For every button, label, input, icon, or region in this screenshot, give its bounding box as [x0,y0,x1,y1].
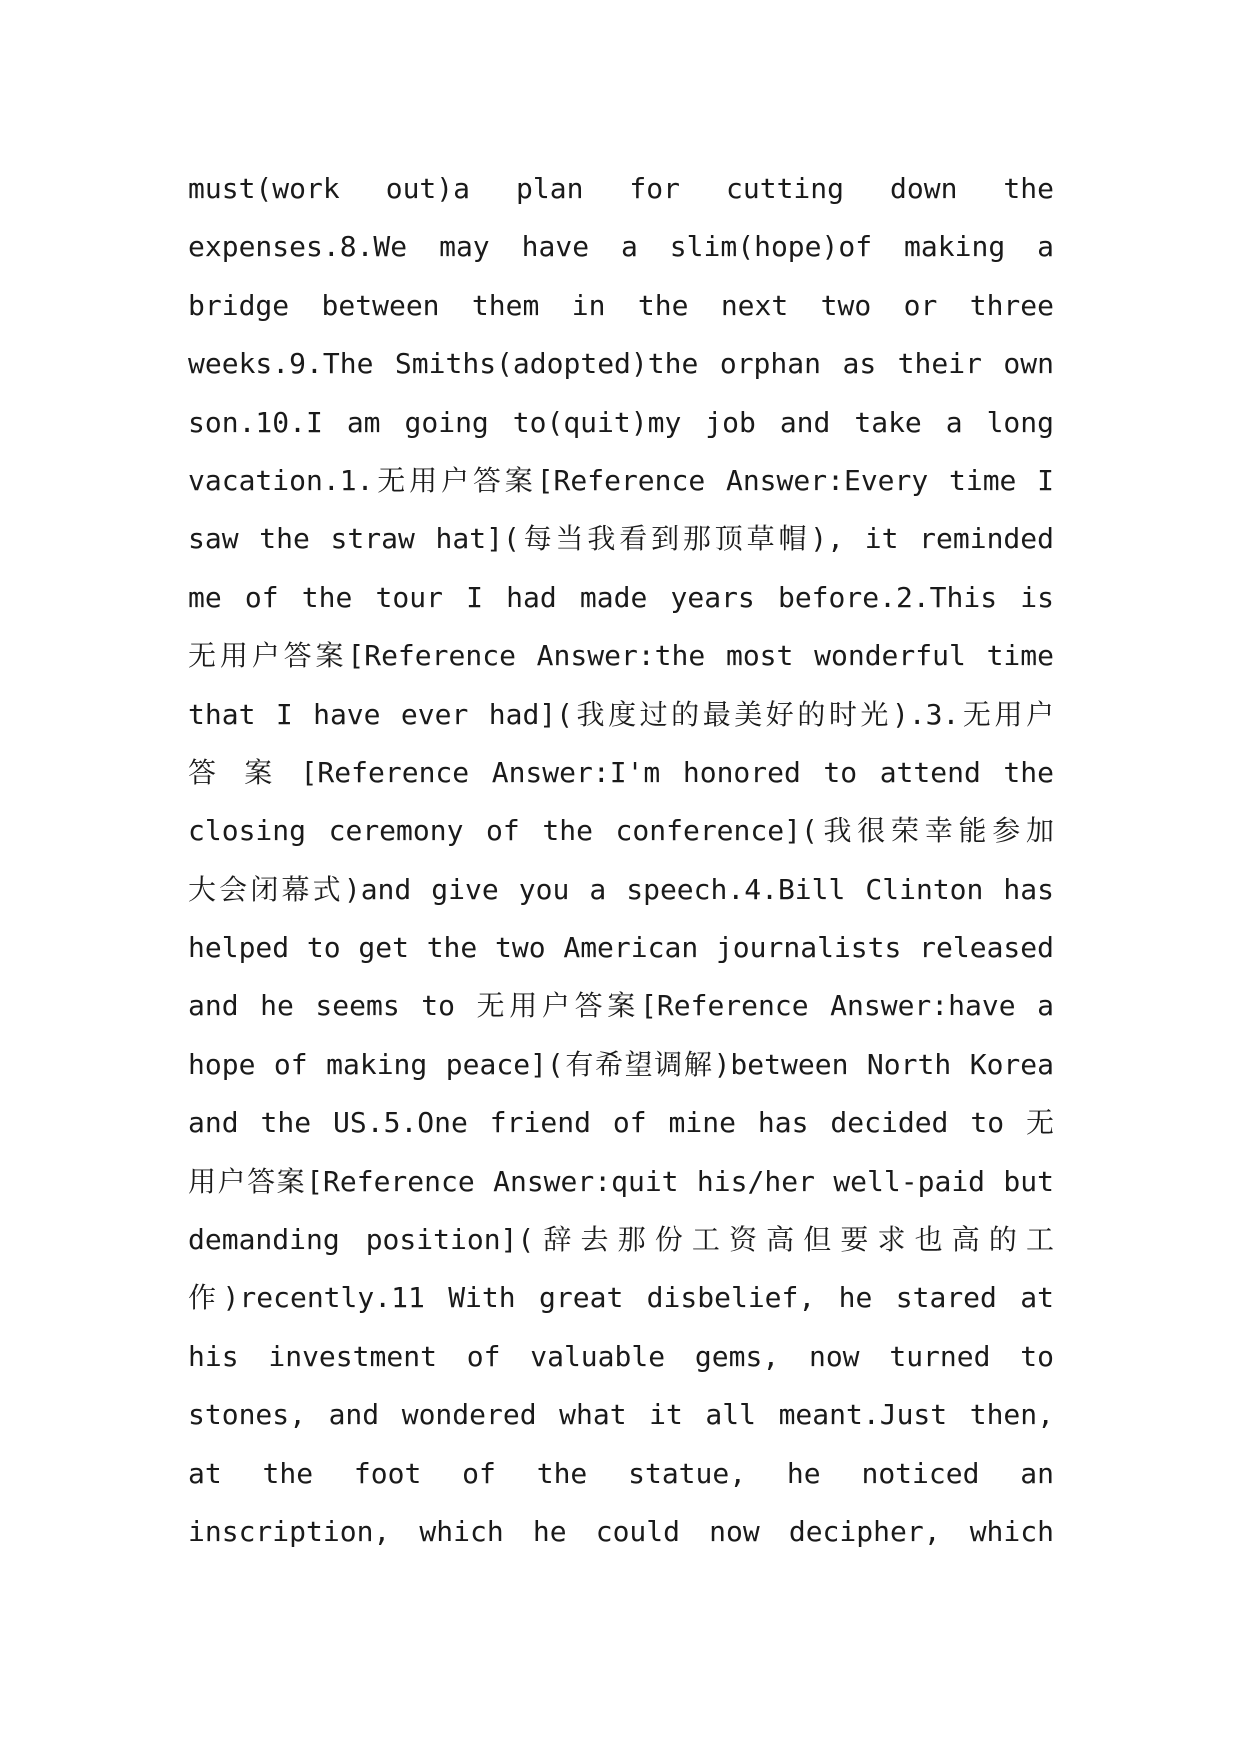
text-line: me of the tour I had made years before.2.This is [188,580,1054,614]
text-line: 大会闭幕式)and give you a speech.4.Bill Clinton has [188,872,1054,906]
text-line: that I have ever had](我度过的最美好的时光).3.无用户 [188,697,1054,731]
text-line: saw the straw hat](每当我看到那顶草帽), it reminded [188,522,1054,556]
text-line: hope of making peace](有希望调解)between North Korea [188,1047,1054,1081]
text-line: 无用户答案[Reference Answer:the most wonderful time [188,639,1054,673]
text-line: son.10.I am going to(quit)my job and take a long [188,405,1054,439]
text-line: weeks.9.The Smiths(adopted)the orphan as their own [188,347,1054,381]
text-line: expenses.8.We may have a slim(hope)of making a [188,230,1054,264]
text-line: and he seems to 无用户答案[Reference Answer:have a [188,989,1054,1023]
text-line: 用户答案[Reference Answer:quit his/her well-paid but [188,1164,1054,1198]
text-line: 作)recently.11 With great disbelief, he stared at [188,1281,1054,1315]
text-line: and the US.5.One friend of mine has decided to 无 [188,1106,1054,1140]
text-line: his investment of valuable gems, now turned to [188,1339,1054,1373]
text-line: vacation.1.无用户答案[Reference Answer:Every time I [188,463,1054,497]
text-line: must(work out)a plan for cutting down the [188,172,1054,205]
text-line: closing ceremony of the conference](我很荣幸能参加 [188,814,1054,848]
text-line: helped to get the two American journalists released [188,931,1054,965]
text-line: demanding position](辞去那份工资高但要求也高的工 [188,1223,1054,1257]
text-line: bridge between them in the next two or three [188,288,1054,322]
text-line: at the foot of the statue, he noticed an [188,1456,1054,1490]
body-text [188,160,1054,1561]
text-line: 答 案 [Reference Answer:I'm honored to attend the [188,755,1054,789]
text-line: stones, and wondered what it all meant.Just then, [188,1398,1054,1432]
text-line: inscription, which he could now decipher, which [188,1514,1054,1548]
